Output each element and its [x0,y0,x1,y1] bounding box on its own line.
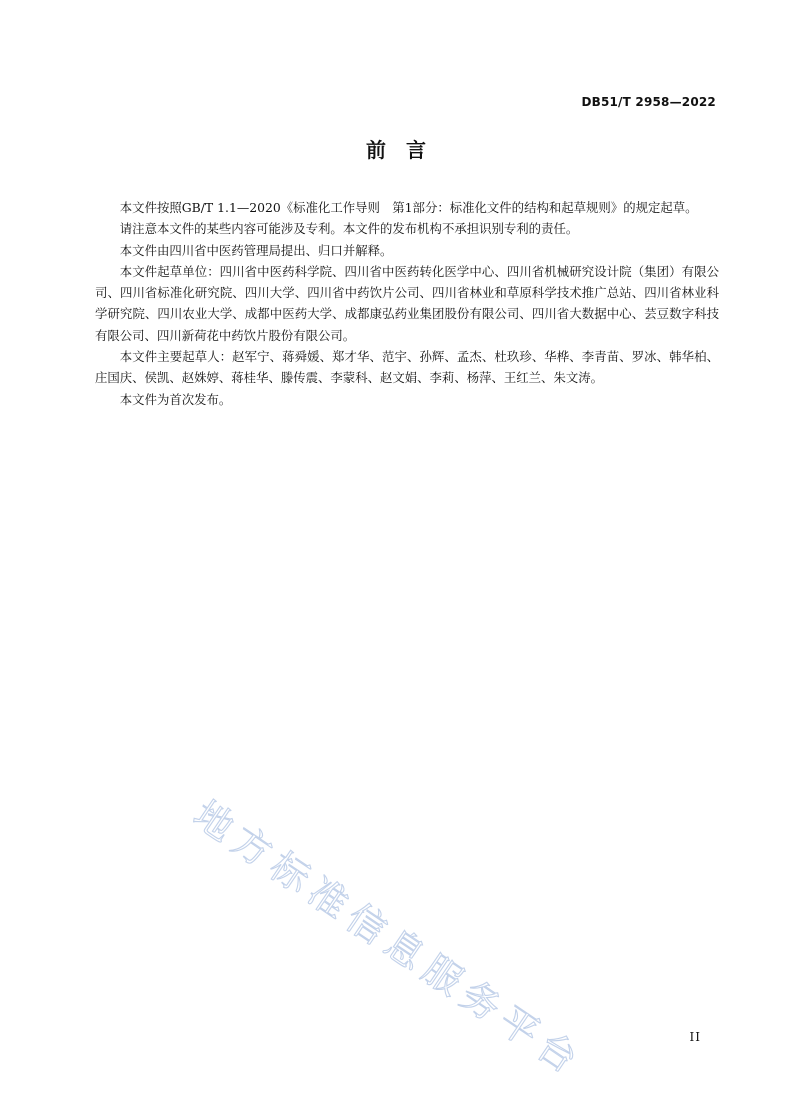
paragraph-proposer: 本文件由四川省中医药管理局提出、归口并解释。 [119,242,393,258]
page-number: II [689,1030,701,1044]
paragraph-patent-notice: 请注意本文件的某些内容可能涉及专利。本文件的发布机构不承担识别专利的责任。 [119,221,579,237]
paragraph-drafting-units: 本文件起草单位：四川省中医药科学院、四川省中医药转化医学中心、四川省机械研究设计院（集团）有限公司、四川省标准化研究院、四川大学、四川省中药饮片公司、四川省林业和草原科学技术推广总站、四川省林业科学研究院、四川农业大学、成都中医药大学、成都康弘药业集团股份有限公司、四川省大数据中心、芸豆数字科技有限公司、四川新荷花中药饮片股份有限公司。 [95,263,719,343]
watermark: 地方标准信息服务平台 [185,792,592,1086]
paragraph-drafting-rules: 本文件按照GB/T 1.1—2020《标准化工作导则 第1部分：标准化文件的结构和起草规则》的规定起草。 [119,200,698,215]
paragraph-drafters: 本文件主要起草人：赵军宁、蒋舜媛、郑才华、范宇、孙辉、孟杰、杜玖珍、华桦、李青苗、罗冰、韩华柏、庄国庆、侯凯、赵姝婷、蒋桂华、滕传震、李蒙科、赵文娟、李莉、杨萍、王红兰、朱文涛。 [95,349,719,386]
paragraph-first-release: 本文件为首次发布。 [119,391,232,407]
foreword-body [95,197,719,410]
page-title: 前 言 [366,138,426,162]
standard-code: DB51/T 2958—2022 [581,95,716,109]
